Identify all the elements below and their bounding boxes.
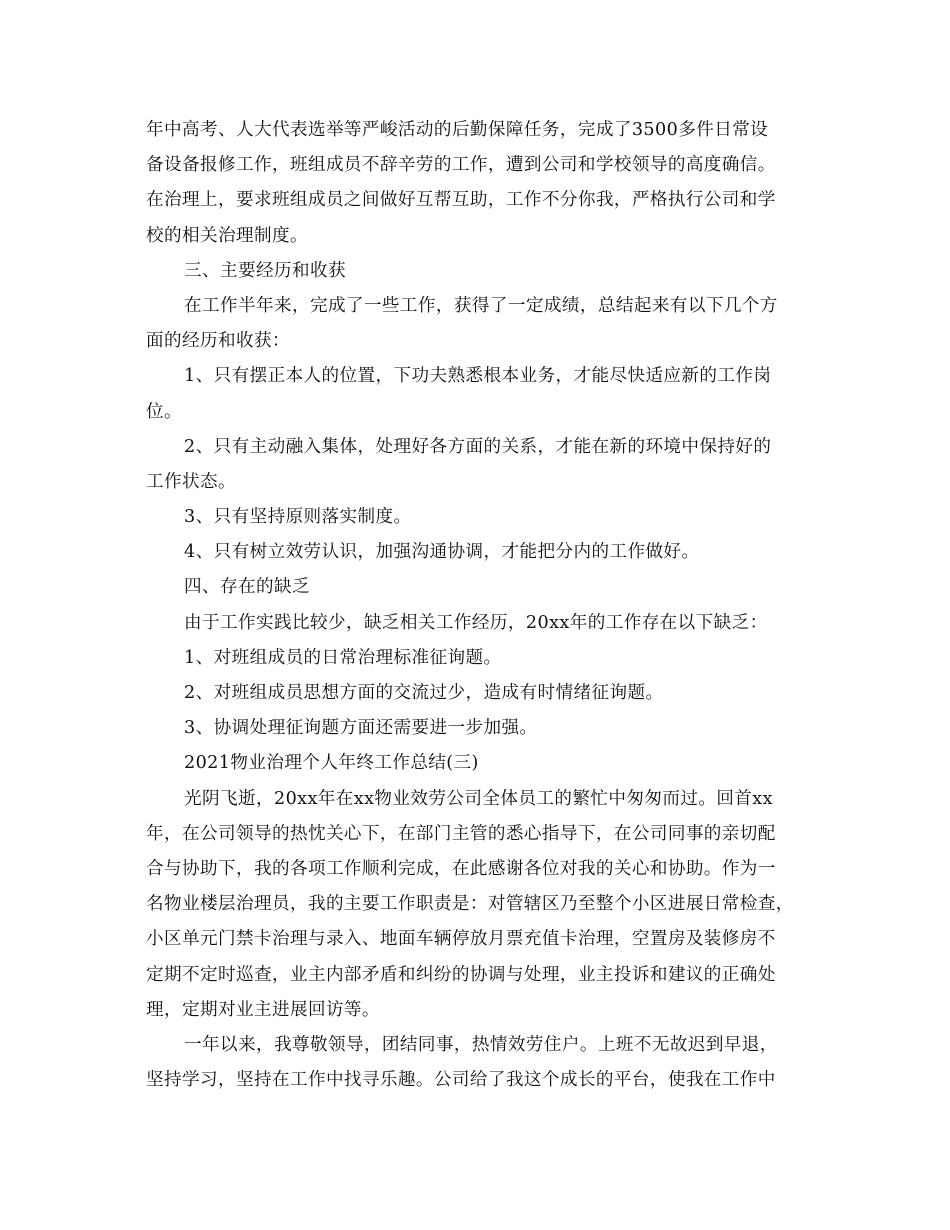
list-item: 3、协调处理征询题方面还需要进一步加强。 — [184, 718, 538, 739]
text-line: 理，定期对业主进展回访等。 — [146, 999, 380, 1020]
text-line: 年，在公司领导的热忱关心下，在部门主管的悉心指导下，在公司同事的亲切配 — [146, 823, 776, 844]
text-line: 光阴飞逝，20xx年在xx物业效劳公司全体员工的繁忙中匆匆而过。回首xx — [184, 788, 773, 809]
section-heading: 四、存在的缺乏 — [184, 577, 310, 598]
text-line: 备设备报修工作，班组成员不辞辛劳的工作，遭到公司和学校领导的高度确信。 — [146, 155, 776, 176]
text-line: 由于工作实践比较少，缺乏相关工作经历，20xx年的工作存在以下缺乏： — [184, 612, 768, 633]
text-line: 在工作半年来，完成了一些工作，获得了一定成绩，总结起来有以下几个方 — [184, 295, 778, 316]
list-item: 2、只有主动融入集体，处理好各方面的关系，才能在新的环境中保持好的 — [184, 436, 772, 457]
section-heading: 三、主要经历和收获 — [184, 260, 346, 281]
document-body — [146, 113, 811, 1098]
text-line: 位。 — [146, 401, 182, 422]
list-item: 1、只有摆正本人的位置，下功夫熟悉根本业务，才能尽快适应新的工作岗 — [184, 366, 772, 387]
text-line: 在治理上，要求班组成员之间做好互帮互助，工作不分你我，严格执行公司和学 — [146, 190, 776, 211]
text-line: 小区单元门禁卡治理与录入、地面车辆停放月票充值卡治理，空置房及装修房不 — [146, 929, 776, 950]
list-item: 2、对班组成员思想方面的交流过少，造成有时情绪征询题。 — [184, 683, 664, 703]
text-line: 校的相关治理制度。 — [146, 225, 308, 246]
list-item: 3、只有坚持原则落实制度。 — [184, 507, 412, 528]
list-item: 1、对班组成员的日常治理标准征询题。 — [184, 647, 502, 668]
text-line: 合与协助下，我的各项工作顺利完成，在此感谢各位对我的关心和协助。作为一 — [146, 858, 776, 879]
text-line: 年中高考、人大代表选举等严峻活动的后勤保障任务，完成了3500多件日常设 — [146, 120, 769, 140]
section-title: 2021物业治理个人年终工作总结(三) — [184, 753, 479, 774]
text-line: 面的经历和收获： — [146, 331, 290, 352]
text-line: 定期不定时巡查，业主内部矛盾和纠纷的协调与处理，业主投诉和建议的正确处 — [146, 964, 776, 985]
text-line: 工作状态。 — [146, 471, 236, 492]
text-line: 坚持学习，坚持在工作中找寻乐趣。公司给了我这个成长的平台，使我在工作中 — [146, 1070, 776, 1091]
text-line: 名物业楼层治理员，我的主要工作职责是：对管辖区乃至整个小区进展日常检查， — [146, 894, 794, 915]
text-line: 一年以来，我尊敬领导，团结同事，热情效劳住户。上班不无故迟到早退， — [184, 1034, 778, 1055]
list-item: 4、只有树立效劳认识，加强沟通协调，才能把分内的工作做好。 — [184, 542, 700, 563]
